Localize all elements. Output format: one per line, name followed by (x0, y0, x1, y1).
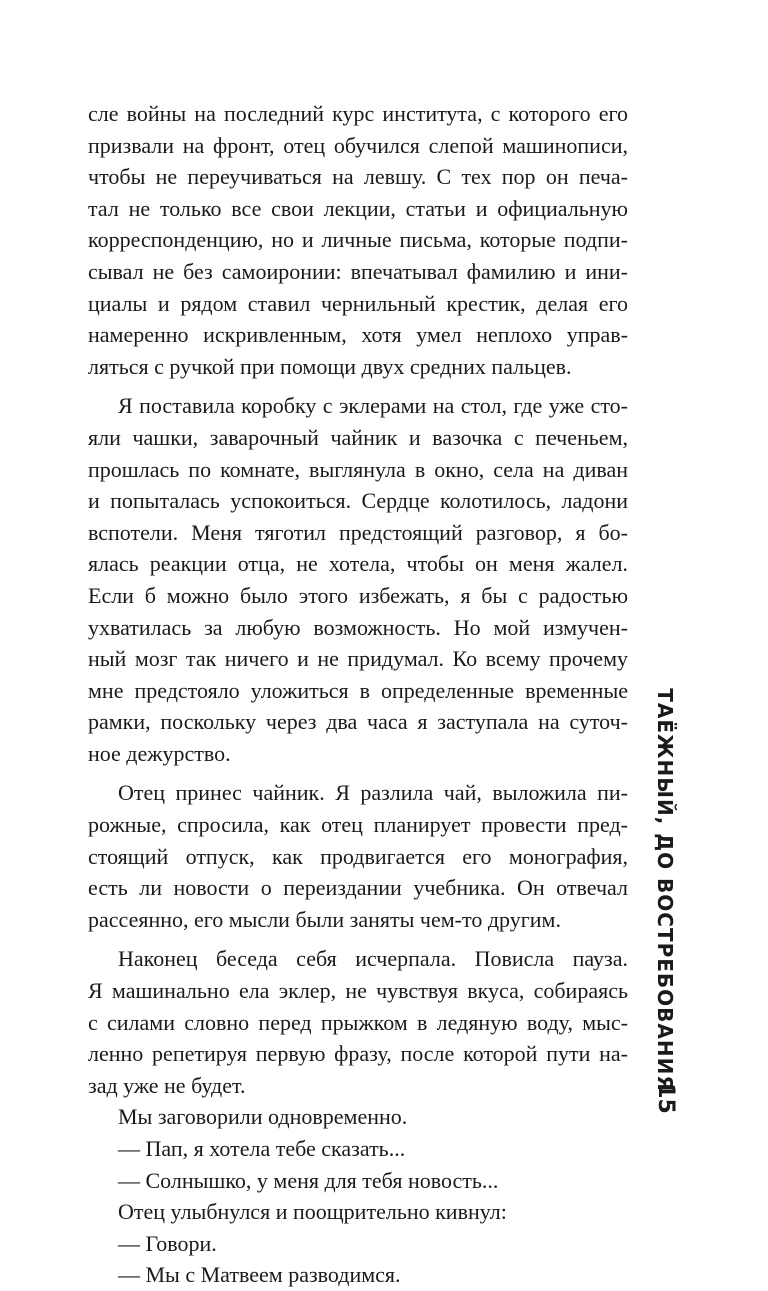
text-line: есть ли новости о переиздании учебника. Он отвечал (88, 875, 628, 901)
text-line: рожные, спросила, как отец планирует провести пред- (88, 812, 628, 838)
text-line: тал не только все свои лекции, статьи и официальную (88, 195, 628, 221)
body-text (88, 98, 628, 1291)
text-line: рамки, поскольку через два часа я заступала на суточ- (88, 709, 628, 735)
text-line: Наконец беседа себя исчерпала. Повисла пауза. (118, 946, 628, 972)
text-line: корреспонденцию, но и личные письма, которые подпи- (88, 227, 628, 253)
text-line: прошлась по комнате, выглянула в окно, села на диван (88, 456, 628, 482)
text-line: — Говори. (118, 1230, 217, 1256)
text-line: — Солнышко, у меня для тебя новость... (118, 1167, 499, 1193)
text-line: — Мы с Матвеем разводимся. (118, 1262, 401, 1288)
text-line: стоящий отпуск, как продвигается его монография, (88, 843, 628, 869)
text-line: сле войны на последний курс института, с которого его (88, 101, 628, 126)
text-line: ный мозг так ничего и не придумал. Ко всему прочему (88, 646, 628, 672)
text-line: ленно репетируя первую фразу, после которой пути на- (88, 1041, 628, 1067)
running-head-title: ТАЁЖНЫЙ, ДО ВОСТРЕБОВАНИЯ (653, 688, 678, 1092)
text-line: ляться с ручкой при помощи двух средних пальцев. (88, 353, 572, 379)
text-line: Я поставила коробку с эклерами на стол, где уже сто- (118, 393, 628, 419)
text-line: зад уже не будет. (88, 1072, 246, 1098)
text-line: ное дежурство. (88, 740, 231, 766)
text-line: рассеянно, его мысли были заняты чем-то другим. (88, 906, 561, 932)
text-line: сывал не без самоиронии: впечатывал фамилию и ини- (88, 258, 628, 284)
text-line: Отец улыбнулся и поощрительно кивнул: (118, 1199, 507, 1225)
text-line: с силами словно перед прыжком в ледяную воду, мыс- (88, 1009, 628, 1035)
text-line: — Пап, я хотела тебе сказать... (118, 1136, 406, 1161)
text-line: Я машинально ела эклер, не чувствуя вкуса, собираясь (88, 978, 628, 1004)
text-line: ялась реакции отца, не хотела, чтобы он меня жалел. (88, 551, 628, 577)
text-line: Мы заговорили одновременно. (118, 1104, 408, 1130)
text-line: яли чашки, заварочный чайник и вазочка с печеньем, (88, 424, 628, 450)
page-number (645, 1078, 685, 1118)
text-line: намеренно искривленным, хотя умел неплохо управ- (88, 322, 628, 348)
running-head (640, 688, 690, 1092)
text-line: мне предстояло уложиться в определенные временные (88, 677, 628, 703)
page-number-label: 15 (652, 1082, 678, 1114)
text-line: и попыталась успокоиться. Сердце колотилось, ладони (88, 488, 628, 514)
text-line: ухватилась за любую возможность. Но мой измучен- (88, 614, 628, 640)
text-line: чтобы не переучиваться на левшу. С тех пор он печа- (88, 164, 628, 190)
text-line: циалы и рядом ставил чернильный крестик, делая его (88, 290, 628, 316)
text-line: призвали на фронт, отец обучился слепой машинописи, (88, 132, 628, 158)
text-line: вспотели. Меня тяготил предстоящий разговор, я бо- (88, 519, 628, 545)
text-line: Если б можно было этого избежать, я бы с радостью (88, 582, 628, 608)
text-line: Отец принес чайник. Я разлила чай, выложила пи- (118, 780, 628, 806)
